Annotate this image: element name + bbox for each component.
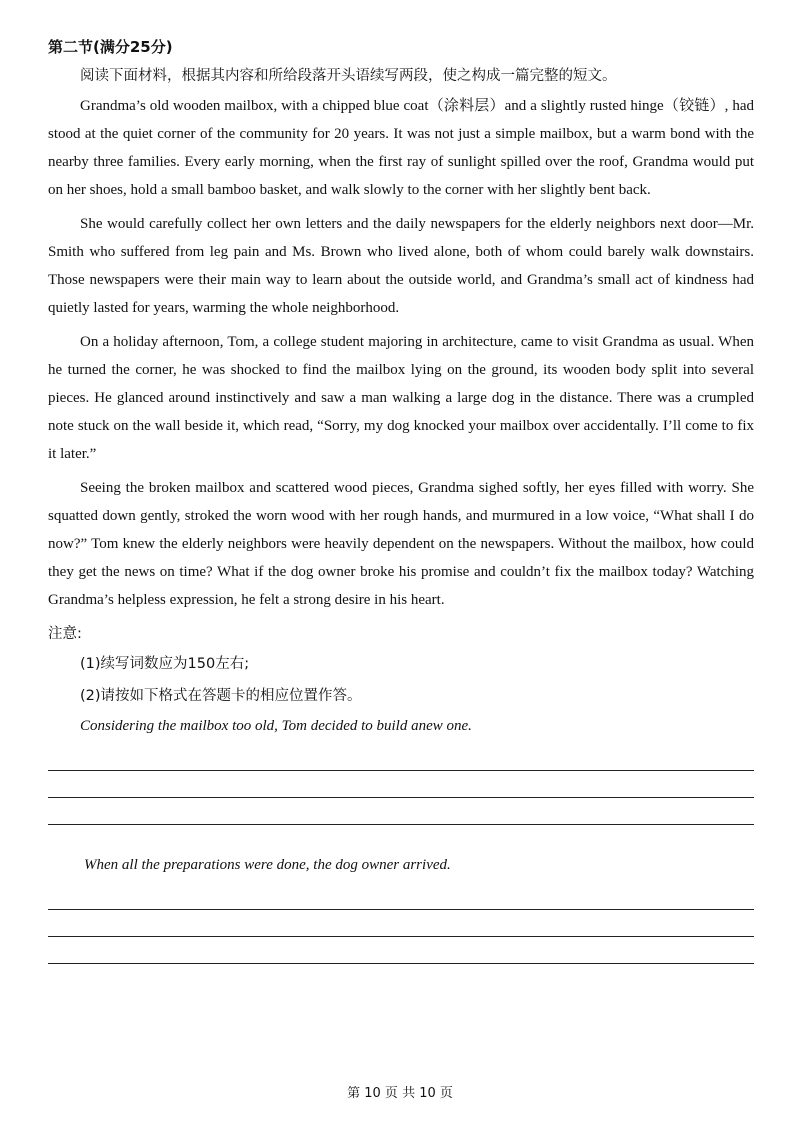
page-footer: 第 10 页 共 10 页 bbox=[347, 1086, 453, 1101]
continuation-prompt-1: Considering the mailbox too old, Tom decided to build anew one. bbox=[80, 718, 472, 734]
answer-line[interactable] bbox=[48, 936, 754, 937]
notes-heading: 注意: bbox=[48, 626, 82, 642]
exam-page bbox=[48, 36, 754, 990]
answer-line[interactable] bbox=[48, 909, 754, 910]
continuation-prompt-2: When all the preparations were done, the dog owner arrived. bbox=[84, 857, 451, 873]
story-paragraph-4: Seeing the broken mailbox and scattered wood pieces, Grandma sighed softly, her eyes filled with worry. She squatted down gently, stroked the worn wood with her rough hands, and murmured in a low voice, “What shall I do now?” Tom knew the elderly neighbors were heavily dependent on the newspapers. Without the mailbox, how could they get the news on time? What if the dog owner broke his promise and couldn’t fix the mailbox today? Watching Grandma’s helpless expression, he felt a strong desire in his heart. bbox=[48, 480, 754, 608]
answer-line[interactable] bbox=[48, 824, 754, 825]
section-title: 第二节(满分25分) bbox=[48, 38, 173, 56]
answer-lines-2 bbox=[48, 909, 754, 964]
story-paragraph-3: On a holiday afternoon, Tom, a college student majoring in architecture, came to visit Grandma as usual. When he turned the corner, he was shocked to find the mailbox lying on the ground, its wooden body split into several pieces. He glanced around instinctively and saw a man walking a large dog in the distance. There was a crumpled note stuck on the wall beside it, which read, “Sorry, my dog knocked your mailbox over accidentally. I’ll come to fix it later.” bbox=[48, 334, 754, 462]
note-word-count: (1)续写词数应为150左右; bbox=[80, 656, 250, 672]
story-paragraph-1: Grandma’s old wooden mailbox, with a chipped blue coat（涂料层）and a slightly rusted hinge（铰链）, had stood at the quiet corner of the community for 20 years. It was not just a simple mailbox, but a warm bond with the nearby three families. Every early morning, when the first ray of sunlight spilled over the roof, Grandma would put on her shoes, hold a small bamboo basket, and walk slowly to the corner with her slightly bent back. bbox=[48, 98, 754, 198]
note-format: (2)请按如下格式在答题卡的相应位置作答。 bbox=[80, 688, 362, 704]
answer-line[interactable] bbox=[48, 770, 754, 771]
instruction-text: 阅读下面材料，根据其内容和所给段落开头语续写两段，使之构成一篇完整的短文。 bbox=[80, 68, 617, 84]
answer-line[interactable] bbox=[48, 797, 754, 798]
story-paragraph-2: She would carefully collect her own letters and the daily newspapers for the elderly neighbors next door—Mr. Smith who suffered from leg pain and Ms. Brown who lived alone, both of whom could barely walk downstairs. Those newspapers were their main way to learn about the outside world, and Grandma’s small act of kindness had quietly lasted for years, warming the whole neighborhood. bbox=[48, 216, 754, 316]
answer-line[interactable] bbox=[48, 963, 754, 964]
answer-lines-1 bbox=[48, 770, 754, 825]
